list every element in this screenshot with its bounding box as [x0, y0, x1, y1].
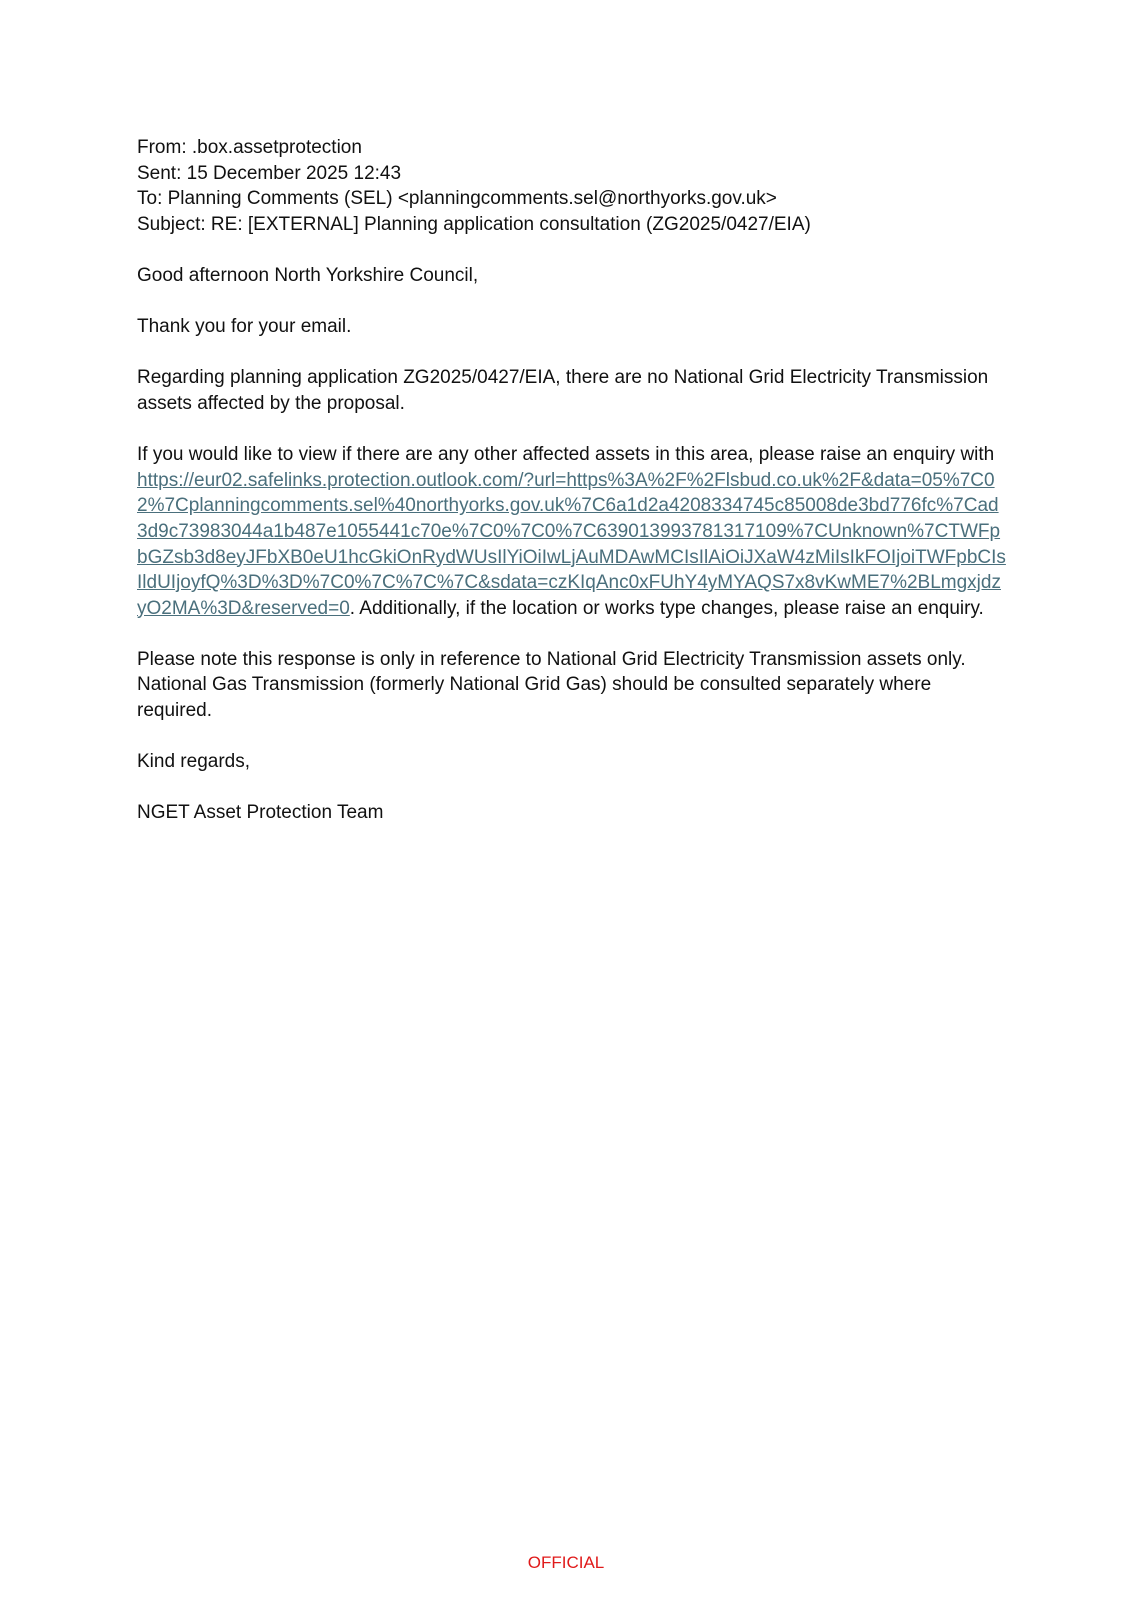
regarding-paragraph: Regarding planning application ZG2025/0427/EIA, there are no National Grid Electricity Transmission assets affected by the proposal.	[137, 367, 989, 414]
note-paragraph: Please note this response is only in reference to National Grid Electricity Transmission assets only. National Gas Transmission (formerly National Grid Gas) should be consulted separately where required.	[137, 648, 966, 722]
signoff: Kind regards,	[137, 751, 251, 773]
email-document	[137, 135, 1007, 852]
enquiry-paragraph	[137, 442, 1007, 621]
email-header	[137, 135, 1007, 237]
enquiry-link[interactable]: https://eur02.safelinks.protection.outlook.com/?url=https%3A%2F%2Flsbud.co.uk%2F&data=05%7C02%7Cplanningcomments.sel%40northyorks.gov.uk%7C6a1d2a4208334745c85008de3bd776fc%7Cad3d9c73983044a1b487e1055441c70e%7C0%7C0%7C639013993781317109%7CUnknown%7CTWFpbGZsb3d8eyJFbXB0eU1hcGkiOnRydWUsIlYiOiIwLjAuMDAwMCIsIlAiOiJXaW4zMiIsIkFOIjoiTWFpbCIsIldUIjoyfQ%3D%3D%7C0%7C%7C%7C&sdata=czKIqAnc0xFUhY4yMYAQS7x8vKwME7%2BLmgxjdzyO2MA%3D&reserved=0	[137, 469, 1006, 619]
email-to: To: Planning Comments (SEL) <planningcomments.sel@northyorks.gov.uk>	[137, 188, 777, 210]
classification-label: OFFICIAL	[527, 1553, 605, 1572]
greeting: Good afternoon North Yorkshire Council,	[137, 264, 479, 286]
enquiry-intro: If you would like to view if there are any other affected assets in this area, please raise an enquiry with	[137, 444, 995, 466]
email-sent: Sent: 15 December 2025 12:43	[137, 162, 402, 184]
signature: NGET Asset Protection Team	[137, 802, 384, 824]
email-from: From: .box.assetprotection	[137, 137, 362, 158]
thanks-paragraph: Thank you for your email.	[137, 316, 352, 338]
enquiry-outro: . Additionally, if the location or works type changes, please raise an enquiry.	[349, 597, 984, 619]
email-subject: Subject: RE: [EXTERNAL] Planning application consultation (ZG2025/0427/EIA)	[137, 213, 811, 235]
